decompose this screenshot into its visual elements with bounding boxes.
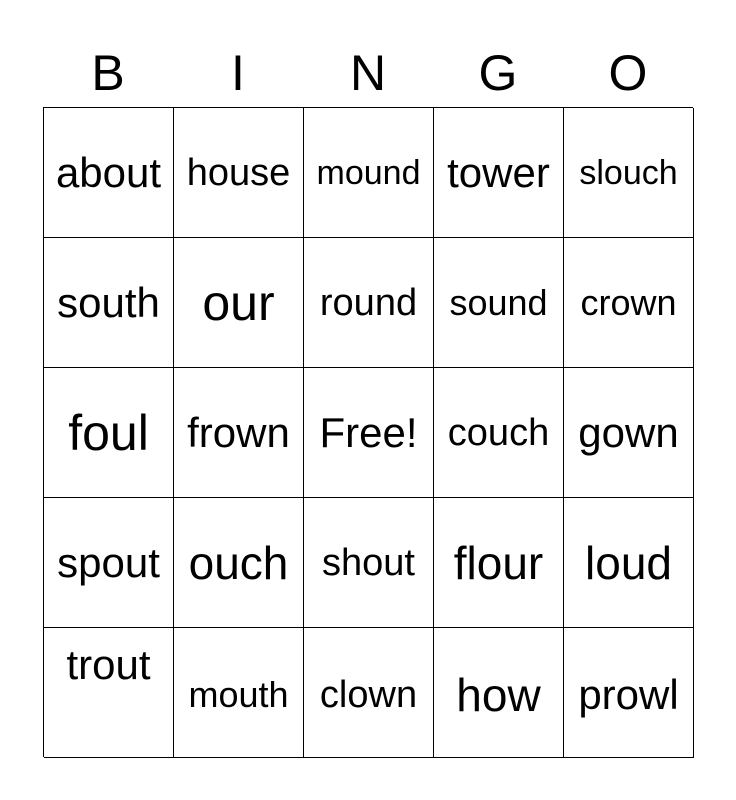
bingo-cell[interactable]: prowl (564, 628, 694, 758)
bingo-cell[interactable]: house (174, 108, 304, 238)
bingo-cell[interactable]: loud (564, 498, 694, 628)
bingo-header (43, 42, 693, 104)
bingo-cell[interactable]: shout (304, 498, 434, 628)
bingo-cell[interactable]: sound (434, 238, 564, 368)
bingo-board (43, 107, 693, 757)
bingo-cell[interactable]: crown (564, 238, 694, 368)
bingo-cell[interactable]: mouth (174, 628, 304, 758)
bingo-cell[interactable]: slouch (564, 108, 694, 238)
bingo-cell[interactable]: clown (304, 628, 434, 758)
bingo-cell[interactable]: flour (434, 498, 564, 628)
header-letter-g: G (478, 45, 518, 101)
header-letter-i: I (231, 45, 245, 101)
bingo-cell[interactable]: about (44, 108, 174, 238)
bingo-cell[interactable]: gown (564, 368, 694, 498)
free-space[interactable]: Free! (304, 368, 434, 498)
header-letter-n: N (349, 45, 387, 101)
bingo-cell[interactable]: foul (44, 368, 174, 498)
bingo-cell[interactable]: our (174, 238, 304, 368)
header-letter-o: O (608, 45, 648, 101)
bingo-cell[interactable]: round (304, 238, 434, 368)
bingo-cell[interactable]: ouch (174, 498, 304, 628)
bingo-cell[interactable]: spout (44, 498, 174, 628)
bingo-cell[interactable]: couch (434, 368, 564, 498)
bingo-cell[interactable]: how (434, 628, 564, 758)
bingo-cell[interactable]: tower (434, 108, 564, 238)
header-letter-b: B (91, 45, 125, 101)
bingo-cell[interactable]: south (44, 238, 174, 368)
bingo-cell[interactable]: mound (304, 108, 434, 238)
bingo-cell[interactable]: frown (174, 368, 304, 498)
bingo-cell[interactable]: trout (44, 628, 174, 758)
